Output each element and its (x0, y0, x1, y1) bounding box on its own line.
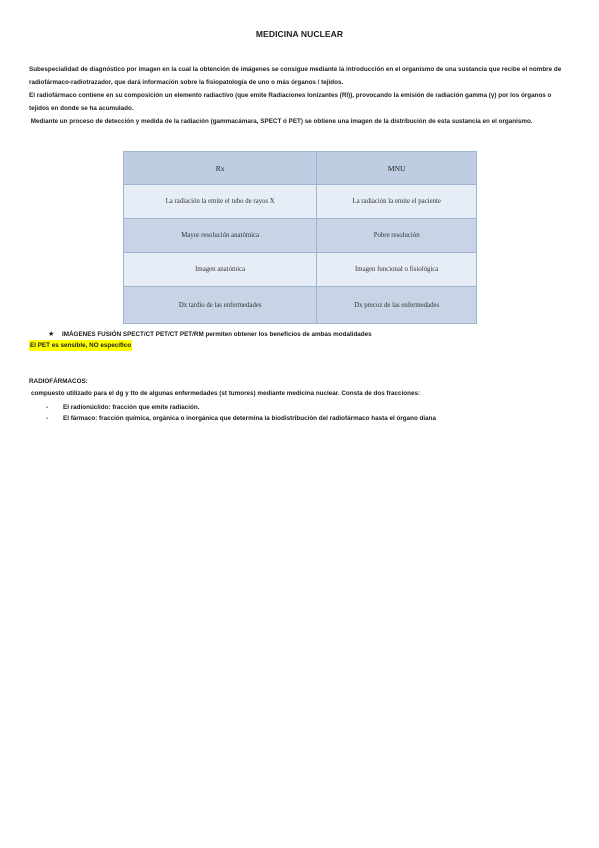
star-bullet-icon: ★ (48, 331, 55, 338)
table-cell: Mayor resolución anatómica (124, 219, 317, 253)
fraction-text: El fármaco: fracción química, orgánica o inorgánica que determina la biodistribución del radiofármaco hasta el órgano diana (63, 415, 437, 422)
fractions-list (46, 402, 436, 424)
table-row (124, 185, 477, 219)
highlighted-note: El PET es sensible, NO específico (30, 342, 132, 349)
list-item (46, 413, 436, 424)
list-item (46, 402, 436, 413)
fusion-text: IMÁGENES FUSIÓN SPECT/CT PET/CT PET/RM permiten obtener los beneficios de ambas modalidades (62, 331, 372, 338)
table-cell: Dx tardío de las enfermedades (124, 287, 317, 324)
table-cell: Pobre resolución (317, 219, 477, 253)
section-heading-radiofarmacos: RADIOFÁRMACOS: (29, 378, 88, 385)
table-cell: La radiación la emite el paciente (317, 185, 477, 219)
intro-paragraph-1: Subespecialidad de diagnóstico por imagen en la cual la obtención de imágenes se consigue mediante la introducción en el organismo de una sustancia que recibe el nombre de radiofármaco-radiotrazador, que dará información sobre la fisiopatología de uno o más órganos / tejidos. (29, 66, 563, 86)
dash-bullet: - (46, 404, 49, 411)
table-header-mnu: MNU (317, 152, 477, 185)
table-row (124, 219, 477, 253)
table-row (124, 253, 477, 287)
table-cell: Imagen anatómica (124, 253, 317, 287)
dash-bullet: - (46, 415, 49, 422)
intro-paragraph-3: Mediante un proceso de detección y medida de la radiación (gammacámara, SPECT ó PET) se obtiene una imagen de la distribución de esta sustancia en el organismo. (29, 118, 533, 125)
table-header-rx: Rx (124, 152, 317, 185)
intro-paragraph-2: El radiofármaco contiene en su composición un elemento radiactivo (que emite Radiaciones Ionizantes (RI)), provocando la emisión de radiación gamma (γ) por los órganos o tejidos en donde se ha acumulado. (29, 92, 554, 112)
table-row (124, 287, 477, 324)
table-cell: La radiación la emite el tubo de rayos X (124, 185, 317, 219)
fusion-bullet-line (48, 330, 372, 338)
table-header-row (124, 152, 477, 185)
radiofarmacos-description: compuesto utilizado para el dg y tto de algunas enfermedades (st tumores) mediante medicina nuclear. Consta de dos fracciones: (31, 390, 421, 397)
table-cell: Imagen funcional o fisiológica (317, 253, 477, 287)
intro-text (29, 63, 565, 128)
table-cell: Dx precoz de las enfermedades (317, 287, 477, 324)
comparison-table (123, 151, 477, 324)
fraction-text: El radionúclido: fracción que emite radiación. (63, 404, 200, 411)
page-title: MEDICINA NUCLEAR (255, 29, 344, 39)
